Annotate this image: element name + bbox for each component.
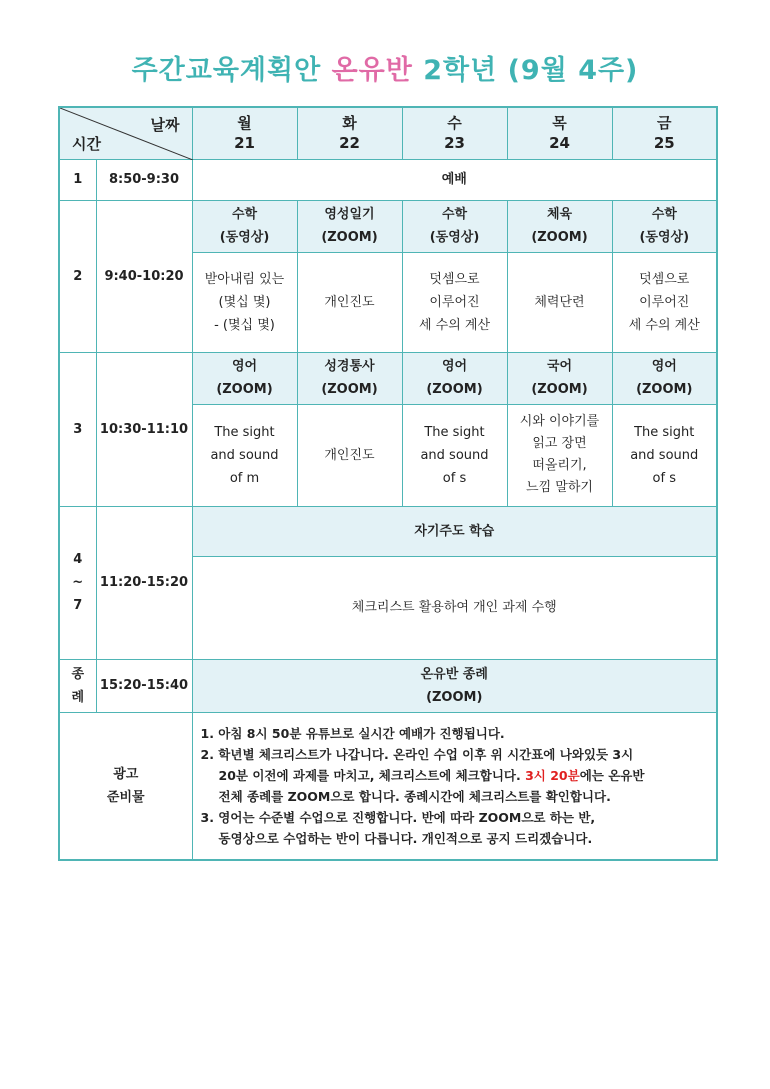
notice-content bbox=[192, 712, 717, 860]
notice-item-2-line-1: 2. 학년별 체크리스트가 나갑니다. 온라인 수업 이후 위 시간표에 나와있듯 3시 bbox=[200, 746, 634, 762]
notice-highlight: 3시 20분 bbox=[525, 767, 580, 783]
content-cell bbox=[612, 404, 717, 506]
subject-mode: (ZOOM) bbox=[531, 230, 588, 245]
content-line: 체력단련 bbox=[534, 294, 585, 310]
notice-row bbox=[59, 712, 717, 860]
subject-cell bbox=[402, 352, 507, 404]
subject-cell bbox=[297, 200, 402, 252]
day-date: 22 bbox=[339, 134, 360, 153]
notice-item-2-line-3: 전체 종례를 ZOOM으로 합니다. 종례시간에 체크리스트를 확인합니다. bbox=[218, 788, 611, 804]
subject-mode: (ZOOM) bbox=[216, 382, 273, 397]
content-line: - (몇십 몇) bbox=[214, 317, 275, 333]
content-line: 시와 이야기를 bbox=[519, 414, 600, 429]
schedule-table bbox=[58, 106, 718, 861]
content-cell bbox=[507, 252, 612, 352]
content-cell bbox=[297, 404, 402, 506]
closing-cell bbox=[192, 659, 717, 712]
notice-item-1: 1. 아침 8시 50분 유튜브로 실시간 예배가 진행됩니다. bbox=[200, 725, 505, 741]
subject-mode: (ZOOM) bbox=[426, 382, 483, 397]
period-line: 7 bbox=[73, 598, 83, 613]
day-name: 화 bbox=[342, 114, 357, 133]
content-line: 받아내림 있는 bbox=[204, 271, 285, 287]
content-line: 덧셈으로 bbox=[639, 271, 690, 287]
subject-mode: (ZOOM) bbox=[636, 382, 693, 397]
notice-text: 20분 이전에 과제를 마치고, 체크리스트에 체크합니다. bbox=[218, 767, 526, 783]
day-name: 월 bbox=[237, 114, 252, 133]
content-cell bbox=[507, 404, 612, 506]
content-line: and sound bbox=[630, 447, 699, 463]
subject-name: 수학 bbox=[651, 207, 677, 222]
subject-cell bbox=[192, 200, 297, 252]
page-title bbox=[0, 48, 770, 87]
subject-mode: (ZOOM) bbox=[321, 230, 378, 245]
subject-name: 성경통사 bbox=[324, 359, 375, 374]
day-date: 24 bbox=[549, 134, 570, 153]
header-row bbox=[59, 107, 717, 159]
closing-row bbox=[59, 659, 717, 712]
corner-date-label: 날짜 bbox=[150, 116, 180, 134]
period-time: 10:30-11:10 bbox=[96, 352, 192, 506]
day-header-thu bbox=[507, 107, 612, 159]
period-line: 4 bbox=[73, 552, 83, 567]
subject-mode: (동영상) bbox=[639, 230, 690, 245]
period-row-4-heading bbox=[59, 506, 717, 556]
period-time: 11:20-15:20 bbox=[96, 506, 192, 659]
subject-name: 수학 bbox=[441, 207, 468, 222]
self-study-heading: 자기주도 학습 bbox=[192, 506, 717, 556]
content-line: 개인진도 bbox=[324, 294, 375, 310]
subject-mode: (ZOOM) bbox=[531, 382, 588, 397]
notice-item-3-line-2: 동영상으로 수업하는 반이 다릅니다. 개인적으로 공지 드리겠습니다. bbox=[218, 830, 593, 846]
period-number bbox=[59, 506, 96, 659]
subject-cell bbox=[612, 200, 717, 252]
content-line: 읽고 장면 bbox=[532, 436, 587, 451]
content-line: 개인진도 bbox=[324, 447, 375, 463]
subject-name: 체육 bbox=[546, 207, 573, 222]
subject-cell bbox=[612, 352, 717, 404]
closing-mode: (ZOOM) bbox=[426, 689, 483, 705]
content-cell bbox=[192, 404, 297, 506]
content-line: of m bbox=[229, 470, 260, 486]
day-name: 목 bbox=[552, 114, 567, 133]
period-time: 9:40-10:20 bbox=[96, 200, 192, 352]
day-date: 23 bbox=[444, 134, 465, 153]
title-main: 주간교육계획안 bbox=[131, 55, 322, 86]
content-cell bbox=[402, 252, 507, 352]
content-line: The sight bbox=[634, 424, 695, 440]
period-number bbox=[59, 659, 96, 712]
day-name: 수 bbox=[447, 114, 462, 133]
period-number: 3 bbox=[59, 352, 96, 506]
subject-cell bbox=[297, 352, 402, 404]
day-header-tue bbox=[297, 107, 402, 159]
period-number: 2 bbox=[59, 200, 96, 352]
subject-mode: (동영상) bbox=[219, 230, 270, 245]
subject-cell bbox=[507, 352, 612, 404]
period-row-1 bbox=[59, 159, 717, 200]
content-line: 세 수의 계산 bbox=[418, 317, 491, 333]
period-row-2-subjects bbox=[59, 200, 717, 252]
day-header-fri bbox=[612, 107, 717, 159]
corner-cell bbox=[59, 107, 192, 159]
content-line: The sight bbox=[214, 424, 275, 440]
subject-name: 수학 bbox=[231, 207, 258, 222]
content-line: The sight bbox=[424, 424, 485, 440]
content-line: 이루어진 bbox=[639, 294, 690, 310]
content-line: of s bbox=[652, 470, 676, 486]
subject-name: 영어 bbox=[231, 359, 258, 374]
notice-label bbox=[59, 712, 192, 860]
day-date: 25 bbox=[653, 134, 675, 153]
period-time: 8:50-9:30 bbox=[96, 159, 192, 200]
content-cell bbox=[297, 252, 402, 352]
subject-cell bbox=[192, 352, 297, 404]
content-cell bbox=[192, 252, 297, 352]
notice-label-line: 준비물 bbox=[106, 789, 145, 805]
title-class: 온유반 bbox=[331, 55, 413, 86]
day-header-wed bbox=[402, 107, 507, 159]
content-line: 느낌 말하기 bbox=[526, 480, 593, 495]
content-line: 세 수의 계산 bbox=[628, 317, 700, 333]
content-line: 덧셈으로 bbox=[429, 271, 480, 287]
period-line: 례 bbox=[71, 689, 85, 705]
worship-cell: 예배 bbox=[192, 159, 717, 200]
subject-cell bbox=[402, 200, 507, 252]
subject-mode: (동영상) bbox=[429, 230, 480, 245]
period-line: ~ bbox=[72, 575, 84, 590]
content-line: of s bbox=[442, 470, 467, 486]
title-week: 2학년 (9월 4주) bbox=[423, 55, 639, 86]
content-line: 이루어진 bbox=[429, 294, 480, 310]
closing-heading: 온유반 종례 bbox=[420, 666, 488, 682]
notice-text: 에는 온유반 bbox=[579, 767, 645, 783]
day-date: 21 bbox=[234, 134, 255, 153]
content-line: 떠올리기, bbox=[532, 458, 587, 473]
content-line: (몇십 몇) bbox=[218, 294, 271, 310]
subject-name: 국어 bbox=[546, 359, 573, 374]
subject-name: 영성일기 bbox=[324, 207, 375, 222]
content-cell bbox=[612, 252, 717, 352]
notice-item-3-line-1: 3. 영어는 수준별 수업으로 진행합니다. 반에 따라 ZOOM으로 하는 반, bbox=[200, 809, 596, 825]
day-header-mon bbox=[192, 107, 297, 159]
period-time: 15:20-15:40 bbox=[96, 659, 192, 712]
subject-name: 영어 bbox=[441, 359, 468, 374]
period-line: 종 bbox=[71, 666, 85, 682]
day-name: 금 bbox=[657, 114, 672, 133]
content-cell bbox=[402, 404, 507, 506]
subject-mode: (ZOOM) bbox=[321, 382, 378, 397]
corner-time-label: 시간 bbox=[72, 134, 101, 153]
subject-cell bbox=[507, 200, 612, 252]
content-line: and sound bbox=[420, 447, 489, 463]
notice-label-line: 광고 bbox=[113, 766, 139, 782]
content-line: and sound bbox=[210, 447, 279, 463]
period-row-3-subjects bbox=[59, 352, 717, 404]
period-number: 1 bbox=[59, 159, 96, 200]
subject-name: 영어 bbox=[651, 359, 677, 374]
self-study-content: 체크리스트 활용하여 개인 과제 수행 bbox=[192, 556, 717, 659]
notice-item-2-line-2 bbox=[201, 765, 709, 786]
